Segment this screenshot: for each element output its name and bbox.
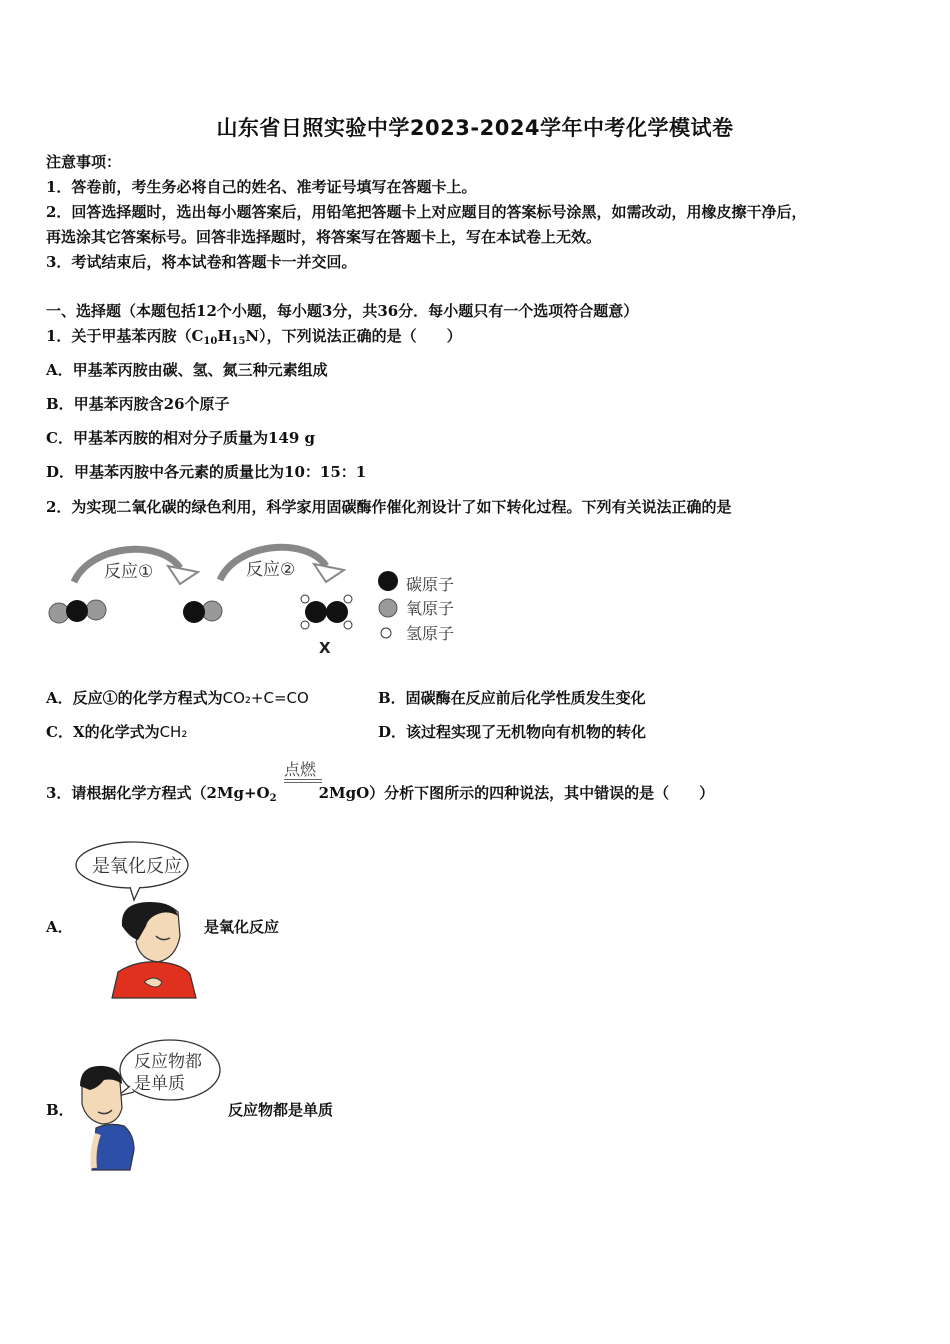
q2-option-a-equation: CO₂+C=CO [222,689,309,707]
shirt-icon [92,1124,134,1170]
question-1-stem [46,326,462,352]
q3-stem-pre: 3．请根据化学方程式（2Mg+O [46,784,270,802]
notice-heading: 注意事项： [46,153,122,171]
cartoon-boy-a [74,838,199,1000]
q1-stem-pre: 1．关于甲基苯丙胺（C [46,327,204,345]
oxygen-atom [202,601,222,621]
q1-mid: H [217,327,232,345]
legend-hydrogen-icon [381,628,391,638]
question-2-stem: 2．为实现二氧化碳的绿色利用，科学家用固碳酶作催化剂设计了如下转化过程。下列有关说法正确的是 [46,498,732,516]
q3-option-a-label: A． [46,918,73,936]
q2-option-a-label: A．反应①的化学方程式为 [46,689,223,707]
notice-item: 2．回答选择题时，选出每小题答案后，用铅笔把答题卡上对应题目的答案标号涂黑，如需改动，用橡皮擦干净后， [46,203,807,221]
legend-hydrogen-label: 氢原子 [406,624,455,643]
bubble-text-line-2: 是单质 [134,1074,185,1094]
q2-option-b: B．固碳酶在反应前后化学性质发生变化 [378,689,646,707]
bubble-tail [130,887,140,900]
q3-sub: 2 [269,793,277,804]
carbon-atom [305,601,327,623]
carbon-atom [183,601,205,623]
q1-option-d: D．甲基苯丙胺中各元素的质量比为10：15：1 [46,463,367,481]
q1-option-c: C．甲基苯丙胺的相对分子质量为149 g [46,429,315,447]
q2-option-c-label: C．X的化学式为 [46,723,160,741]
q3-option-b-label: B． [46,1101,74,1119]
q2-option-a [46,688,309,708]
q1-option-b: B．甲基苯丙胺含26个原子 [46,395,230,413]
reaction-1-label: 反应① [104,562,154,582]
hydrogen-atom [344,621,352,629]
hydrogen-atom [301,595,309,603]
q1-option-a: A．甲基苯丙胺由碳、氢、氮三种元素组成 [46,361,328,379]
hydrogen-atom [344,595,352,603]
legend-oxygen-label: 氧原子 [406,599,455,618]
carbon-atom [326,601,348,623]
equation-line [284,779,322,780]
page-title: 山东省日照实验中学2023-2024学年中考化学模试卷 [216,116,734,140]
question-3-stem [46,783,714,809]
legend-oxygen-icon [379,599,397,617]
cartoon-boy-b [72,1038,222,1172]
hydrogen-atom [301,621,309,629]
q3-option-b-text: 反应物都是单质 [228,1101,334,1119]
reaction-diagram [40,540,480,665]
bubble-text-line-1: 反应物都 [134,1052,202,1072]
carbon-atom [66,600,88,622]
arrow-head-1 [168,566,198,584]
q2-option-c-equation: CH₂ [159,723,188,741]
legend-carbon-label: 碳原子 [406,575,455,594]
reaction-2-label: 反应② [246,560,296,580]
section-heading: 一、选择题（本题包括12个小题，每小题3分，共36分．每小题只有一个选项符合题意） [46,302,639,320]
q1-stem-post: N），下列说法正确的是（ ） [245,327,462,345]
oxygen-atom [86,600,106,620]
bubble-text: 是氧化反应 [92,856,182,877]
q1-sub2: 15 [231,336,246,347]
x-label: X [319,639,331,657]
q3-stem-post: 2MgO）分析下图所示的四种说法，其中错误的是（ ） [318,784,715,802]
q3-option-a-text: 是氧化反应 [204,918,280,936]
arrow-head-2 [314,564,344,582]
q1-sub1: 10 [203,336,218,347]
oxygen-atom [49,603,69,623]
notice-item: 再选涂其它答案标号。回答非选择题时，将答案写在答题卡上，写在本试卷上无效。 [46,228,602,246]
notice-item: 3．考试结束后，将本试卷和答题卡一并交回。 [46,253,357,271]
legend-carbon-icon [378,571,398,591]
q2-option-d: D．该过程实现了无机物向有机物的转化 [378,723,647,741]
reaction-condition: 点燃 [284,760,317,779]
notice-item: 1．答卷前，考生务必将自己的姓名、准考证号填写在答题卡上。 [46,178,477,196]
q2-option-c [46,722,187,742]
